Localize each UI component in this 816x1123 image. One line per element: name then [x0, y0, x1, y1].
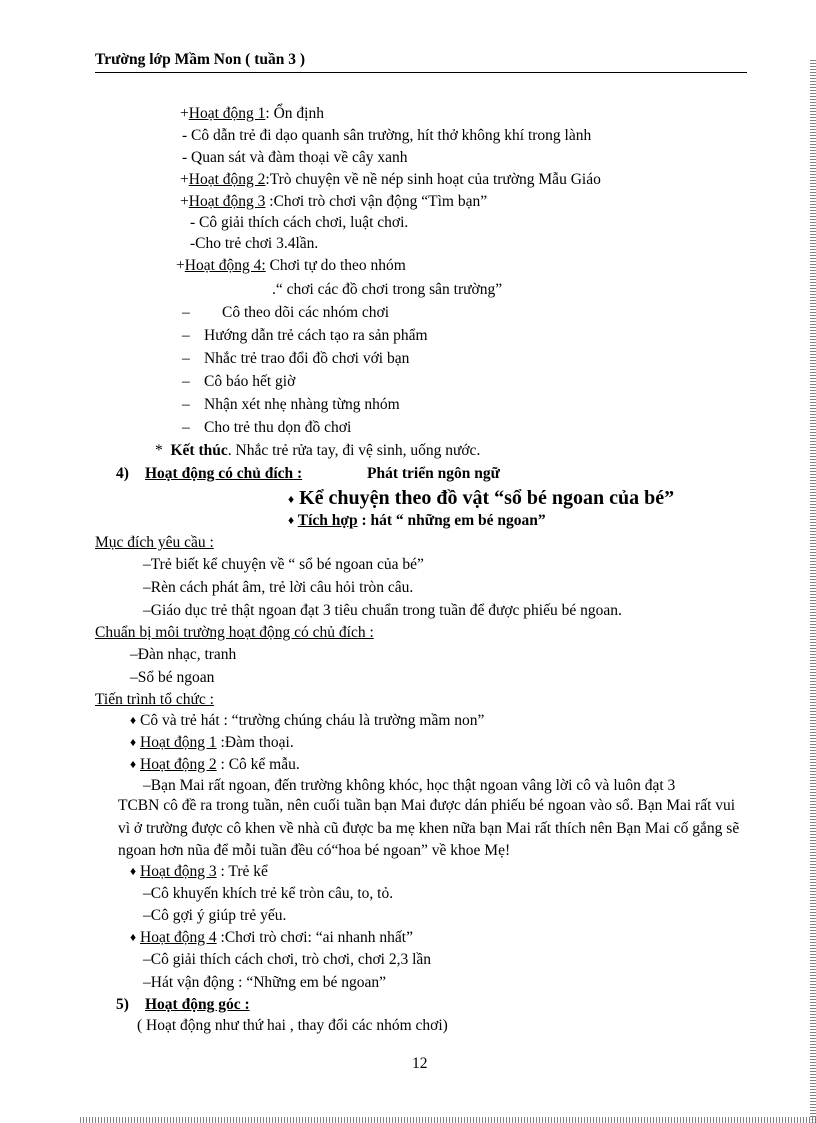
outdoor-hd2: +Hoạt động 2:Trò chuyện về nề nép sinh hoạt của trường Mẫu Giáo [180, 171, 601, 188]
ket-thuc: * Kết thúc. Nhắc trẻ rửa tay, đi vệ sinh, uống nước. [155, 442, 481, 459]
process-subitem: –Cô gợi ý giúp trẻ yếu. [143, 907, 287, 924]
section4-subject: Phát triển ngôn ngữ [367, 465, 500, 482]
outdoor-line: - Quan sát và đàm thoại về cây xanh [182, 149, 408, 166]
outdoor-dash-item: – Cô báo hết giờ [182, 373, 296, 390]
integration-line: ♦ Tích hợp : hát “ những em bé ngoan” [288, 512, 546, 529]
diamond-bullet-icon: ♦ [130, 930, 137, 944]
process-subitem: –Hát vận động : “Những em bé ngoan” [143, 974, 386, 991]
process-item: ♦ Hoạt động 2 : Cô kể mẫu. [130, 756, 300, 773]
outdoor-line: -Cho trẻ chơi 3.4lần. [190, 235, 319, 252]
outdoor-line: .“ chơi các đồ chơi trong sân trường” [272, 281, 503, 298]
diamond-bullet-icon: ♦ [130, 735, 137, 749]
diamond-bullet-icon: ♦ [288, 513, 295, 527]
prep-item: –Sổ bé ngoan [130, 669, 215, 686]
process-item: ♦ Hoạt động 4 :Chơi trò chơi: “ai nhanh nhất” [130, 929, 413, 946]
story-paragraph-rest: TCBN cô đề ra trong tuần, nên cuối tuần bạn Mai được dán phiếu bé ngoan vào sổ. Bạn Mai rất vui vì ở trường được cô khen về nhà cũ được ba mẹ khen nữa bạn Mai rất thích nên Bạn Mai cố gắng sẽ ngoan hơn nũa để mỗi tuần đều có“hoa bé ngoan” về khoe Mẹ! [118, 797, 740, 859]
goal-item: –Trẻ biết kể chuyện về “ sổ bé ngoan của bé” [143, 556, 424, 573]
goal-item: –Giáo dục trẻ thật ngoan đạt 3 tiêu chuẩn trong tuần để được phiếu bé ngoan. [143, 602, 622, 619]
page-number: 12 [412, 1055, 428, 1072]
process-subitem: –Cô giải thích cách chơi, trò chơi, chơi 2,3 lần [143, 951, 432, 968]
diamond-bullet-icon: ♦ [130, 757, 137, 771]
section5-label: Hoạt động góc : [145, 996, 250, 1013]
header-rule [95, 72, 747, 73]
process-heading: Tiến trình tổ chức : [95, 691, 214, 708]
outdoor-dash-item: – Nhận xét nhẹ nhàng từng nhóm [182, 396, 400, 413]
page-header-title: Trường lớp Mầm Non ( tuần 3 ) [95, 51, 306, 68]
page-shadow-right [810, 60, 816, 1123]
section5-number: 5) [116, 996, 129, 1013]
section4-number: 4) [116, 465, 129, 482]
prep-heading: Chuẩn bị môi trường hoạt động có chủ đích : [95, 624, 374, 641]
diamond-bullet-icon: ♦ [130, 864, 137, 878]
goal-heading: Mục đích yêu cầu : [95, 534, 214, 551]
process-subitem: –Cô khuyến khích trẻ kể tròn câu, to, tỏ. [143, 885, 394, 902]
diamond-bullet-icon: ♦ [288, 492, 295, 506]
process-item: ♦ Hoạt động 1 :Đàm thoại. [130, 734, 294, 751]
outdoor-dash-item: – Hướng dẫn trẻ cách tạo ra sản phẩm [182, 327, 428, 344]
diamond-bullet-icon: ♦ [130, 713, 137, 727]
outdoor-dash-item: – Cô theo dõi các nhóm chơi [182, 304, 390, 321]
story-title: ♦ Kể chuyện theo đồ vật “sổ bé ngoan của bé” [288, 487, 675, 509]
section4-label: Hoạt động có chủ đích : [145, 465, 303, 482]
outdoor-hd3: +Hoạt động 3 :Chơi trò chơi vận động “Tìm bạn” [180, 193, 488, 210]
outdoor-hd1: +Hoạt động 1: Ổn định [180, 105, 324, 122]
outdoor-line: - Cô dẫn trẻ đi dạo quanh sân trường, hít thở không khí trong lành [182, 127, 592, 144]
outdoor-dash-item: – Nhắc trẻ trao đổi đồ chơi với bạn [182, 350, 410, 367]
section5-text: ( Hoạt động như thứ hai , thay đổi các nhóm chơi) [137, 1017, 448, 1034]
prep-item: –Đàn nhạc, tranh [130, 646, 237, 663]
outdoor-hd4: +Hoạt động 4: Chơi tự do theo nhóm [176, 257, 406, 274]
outdoor-line: - Cô giải thích cách chơi, luật chơi. [190, 214, 409, 231]
goal-item: –Rèn cách phát âm, trẻ lời câu hỏi tròn câu. [143, 579, 414, 596]
process-item: ♦ Cô và trẻ hát : “trường chúng cháu là trường mầm non” [130, 712, 485, 729]
process-item: ♦ Hoạt động 3 : Trẻ kể [130, 863, 268, 880]
page-shadow-bottom [80, 1117, 816, 1123]
story-paragraph-first: –Bạn Mai rất ngoan, đến trường không khóc, học thật ngoan vâng lời cô và luôn đạt 3 [143, 777, 676, 794]
outdoor-dash-item: – Cho trẻ thu dọn đồ chơi [182, 419, 352, 436]
